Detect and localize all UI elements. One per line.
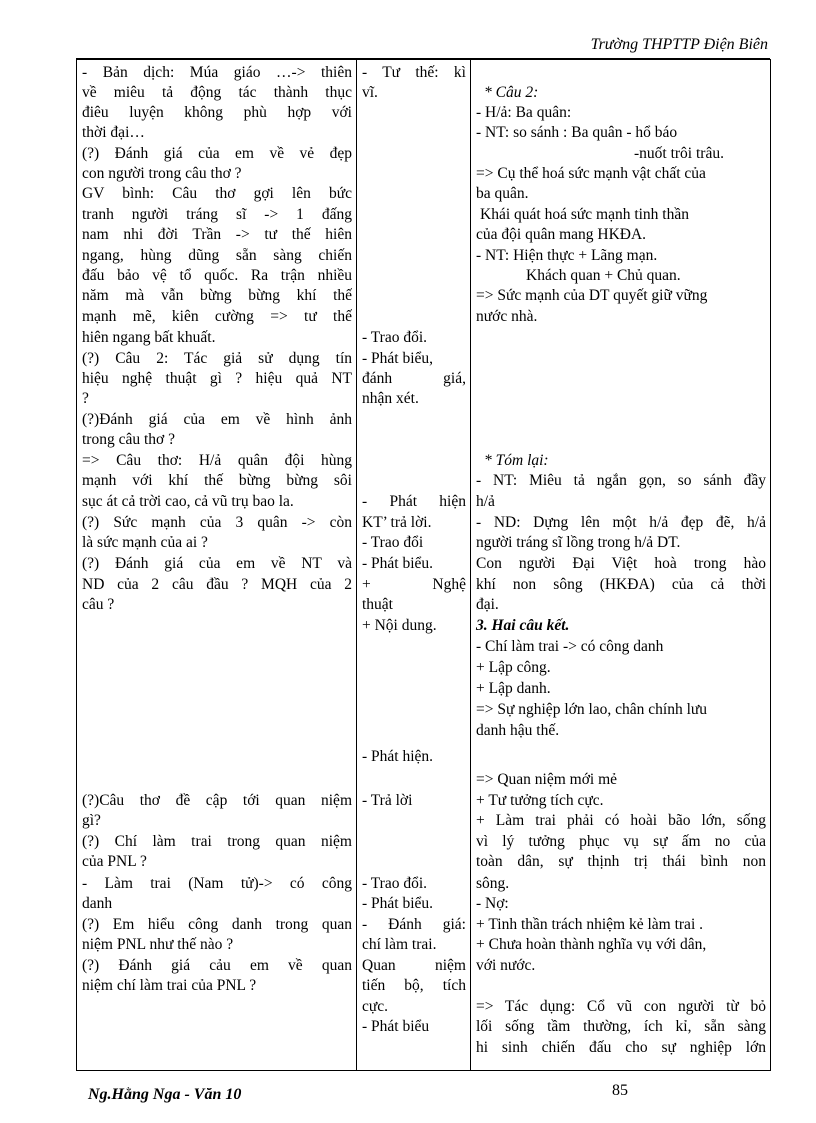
col3-text-line: toàn dân, sự thịnh trị thái bình non [476,853,766,870]
col2-text-line: thuật [362,596,393,613]
col3-text-line: Con người Đại Việt hoà trong hào [476,555,766,572]
col2-text-line: chí làm trai. [362,936,437,953]
col2-text-line: nhận xét. [362,390,419,407]
col3-text-line: Khách quan + Chủ quan. [526,267,681,284]
col1-text-line: (?) Em hiểu công danh trong quan [82,916,352,933]
col2-text-line: - Phát biểu [362,1018,430,1035]
col1-text-line: - Bản dịch: Múa giáo …-> thiên [82,64,352,81]
page-number: 85 [612,1082,628,1099]
col3-text-line: vì lý tưởng phục vụ sự ấm no của [476,833,766,850]
col3-text-line: - Nợ: [476,895,509,912]
col1-text-line: hiệu nghệ thuật gì ? hiệu quả NT [82,370,352,387]
col3-text-line: 3. Hai câu kết. [476,617,570,634]
col1-text-line: gì? [82,812,101,829]
col2-text-line: KT’ trả lời. [362,514,432,531]
col2-text-line: - Tư thế: kì [362,64,466,81]
col1-text-line: ? [82,390,89,407]
col2-text-line: - Phát biểu, [362,350,434,367]
col1-text-line: niệm chí làm trai của PNL ? [82,977,257,994]
col1-text-line: (?) Chí làm trai trong quan niệm [82,833,352,850]
col3-text-line: + Lập danh. [476,680,551,697]
col1-text-line: (?) Đánh giá của em về vẻ đẹp [82,145,352,162]
col3-text-line: h/ả [476,493,495,510]
col2-text-line: - Trao đổi. [362,875,428,892]
col3-text-line: * Tóm lại: [484,452,549,469]
col3-text-line: sông. [476,875,510,892]
col2-text-line: Quan niệm [362,957,466,974]
col2-text-line: + Nội dung. [362,617,437,634]
col3-text-line: + Làm trai phải có hoài bão lớn, sống [476,812,766,829]
col1-text-line: sục át cả trời cao, cả vũ trụ bao la. [82,493,294,510]
col3-text-line: * Câu 2: [484,84,539,101]
col3-text-line: + Tư tưởng tích cực. [476,792,604,809]
col1-text-line: (?) Sức mạnh của 3 quân -> còn [82,514,352,531]
col1-text-line: ND của 2 câu đầu ? MQH của 2 [82,576,352,593]
col3-text-line: + Lập công. [476,659,551,676]
content-column [471,60,771,1071]
col1-text-line: con người trong câu thơ ? [82,165,242,182]
col3-text-line: - NT: so sánh : Ba quân - hổ báo [476,124,678,141]
author-footer: Ng.Hằng Nga - Văn 10 [88,1086,242,1103]
teacher-activity-column [77,60,357,1071]
col3-text-line: - Chí làm trai -> có công danh [476,638,664,655]
col3-text-line: của đội quân mang HKĐA. [476,226,647,243]
col3-text-line: => Quan niệm mới mẻ [476,771,618,788]
col1-text-line: ngang, hùng dũng sẵn sàng chiến [82,247,352,264]
col2-text-line: - Đánh giá: [362,916,466,933]
col2-text-line: cực. [362,998,389,1015]
col3-text-line: danh hậu thế. [476,722,560,739]
col2-text-line: - Trao đổi. [362,329,428,346]
col3-text-line: - NT: Miêu tả ngắn gọn, so sánh đầy [476,472,766,489]
col1-text-line: tranh người tráng sĩ -> 1 đấng [82,206,352,223]
col1-text-line: năm mà vẫn bừng bừng khí thế [82,287,352,304]
col3-text-line: => Cụ thể hoá sức mạnh vật chất của [476,165,706,182]
student-activity-column [357,60,471,1071]
col1-text-line: => Câu thơ: H/ả quân đội hùng [82,452,352,469]
col3-text-line: -nuốt trôi trâu. [634,145,724,162]
col3-text-line: lối sống tầm thường, ích kỉ, sẵn sàng [476,1018,766,1035]
col1-text-line: thời đại… [82,124,145,141]
col1-text-line: của PNL ? [82,853,147,870]
col1-text-line: (?) Câu 2: Tác giả sử dụng tín [82,350,352,367]
col3-text-line: + Tinh thần trách nhiệm kẻ làm trai . [476,916,703,933]
col1-text-line: (?) Đánh giá của em về NT và [82,555,352,572]
col3-text-line: đại. [476,596,499,613]
col3-text-line: => Tác dụng: Cổ vũ con người từ bỏ [476,998,766,1015]
col1-text-line: điêu luyện không phù hợp với [82,104,352,121]
col1-text-line: niệm PNL như thế nào ? [82,936,234,953]
col3-text-line: - H/ả: Ba quân: [476,104,572,121]
col2-text-line: đánh giá, [362,370,466,387]
col1-text-line: mạnh mẽ, kiên cường => tư thế [82,308,352,325]
col1-text-line: (?)Câu thơ đề cập tới quan niệm [82,792,352,809]
col3-text-line: - NT: Hiện thực + Lãng mạn. [476,247,658,264]
col1-text-line: đấu bảo vệ tổ quốc. Ra trận nhiều [82,267,352,284]
col3-text-line: ba quân. [476,185,529,202]
col1-text-line: trong câu thơ ? [82,431,175,448]
col3-text-line: người tráng sĩ lồng trong h/ả DT. [476,534,681,551]
col3-text-line: với nước. [476,957,536,974]
col3-text-line: khí non sông (HKĐA) của cả thời [476,576,766,593]
col3-text-line: => Sự nghiệp lớn lao, chân chính lưu [476,701,708,718]
col2-text-line: + Nghệ [362,576,466,593]
col1-text-line: (?) Đánh giá cảu em về quan [82,957,352,974]
col2-text-line: tiến bộ, tích [362,977,466,994]
col1-text-line: mạnh với khí thế bừng bừng sôi [82,472,352,489]
col2-text-line: - Trao đổi [362,534,424,551]
col1-text-line: nam nhi đời Trần -> tư thế hiên [82,226,352,243]
col1-text-line: (?)Đánh giá của em về hình ảnh [82,411,352,428]
col1-text-line: hiên ngang bất khuất. [82,329,216,346]
col1-text-line: GV bình: Câu thơ gợi lên bức [82,185,352,202]
table-row [77,60,771,1071]
col3-text-line: => Sức mạnh của DT quyết giữ vững [476,287,708,304]
col3-text-line: hi sinh chiến đấu cho sự nghiệp lớn [476,1039,766,1056]
col3-text-line: + Chưa hoàn thành nghĩa vụ với dân, [476,936,707,953]
col2-text-line: vĩ. [362,84,378,101]
col1-text-line: danh [82,895,113,912]
lesson-table [76,59,771,1071]
col3-text-line: Khái quát hoá sức mạnh tinh thần [480,206,689,223]
col3-text-line: nước nhà. [476,308,538,325]
col1-text-line: câu ? [82,596,115,613]
col1-text-line: - Làm trai (Nam tử)-> có công [82,875,352,892]
col3-text-line: - ND: Dựng lên một h/ả đẹp đẽ, h/ả [476,514,766,531]
col2-text-line: - Phát hiện. [362,748,434,765]
col2-text-line: - Trả lời [362,792,413,809]
col2-text-line: - Phát biểu. [362,895,434,912]
school-header: Trường THPTTP Điện Biên [590,36,768,53]
col1-text-line: là sức mạnh của ai ? [82,534,208,551]
col2-text-line: - Phát biểu. [362,555,434,572]
col2-text-line: - Phát hiện [362,493,466,510]
col1-text-line: về miêu tả động tác thành thục [82,84,352,101]
